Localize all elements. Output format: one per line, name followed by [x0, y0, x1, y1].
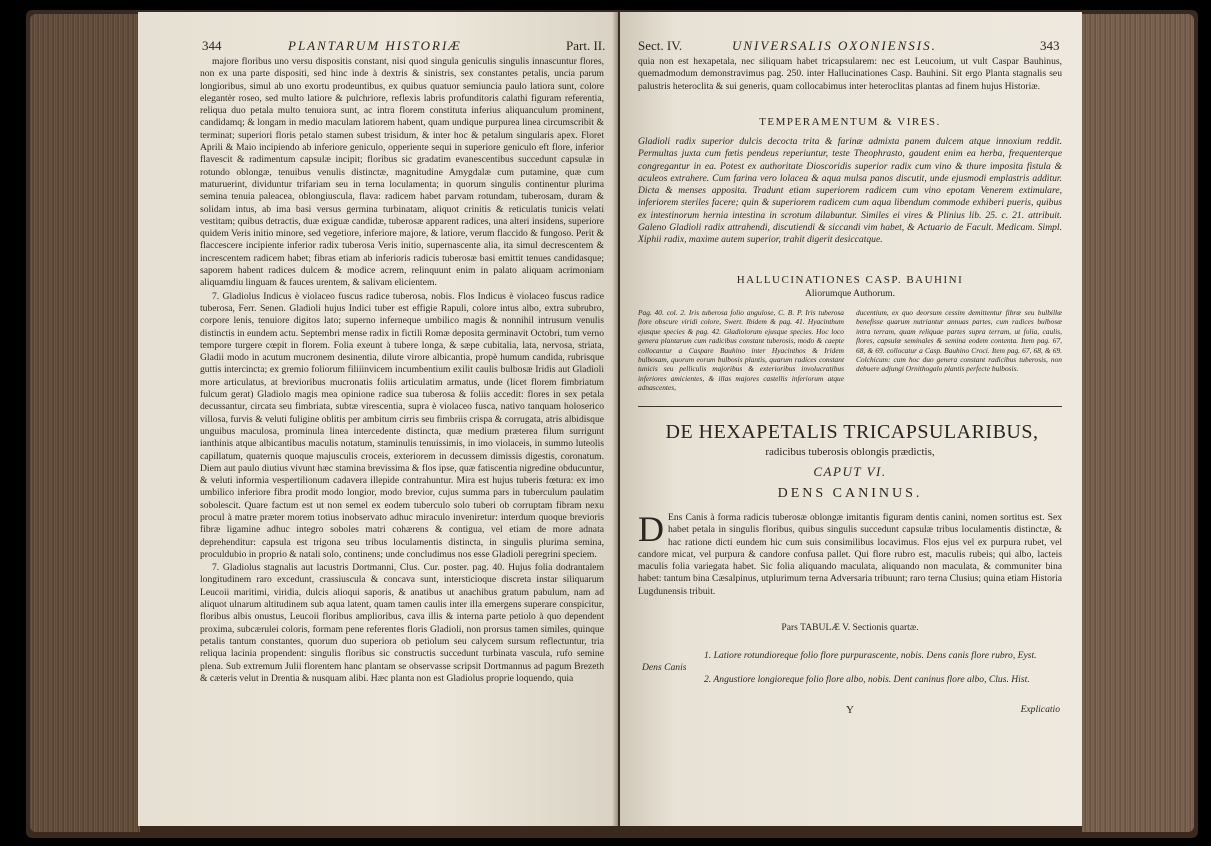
left-page-number: 344 [202, 38, 222, 53]
left-body [200, 56, 604, 686]
signature-mark: Y [846, 704, 854, 716]
right-page-number: 343 [1040, 38, 1060, 53]
temperamentum-heading: TEMPERAMENTUM & VIRES. [759, 116, 941, 128]
drop-cap: D [638, 509, 664, 549]
section-divider [638, 406, 1062, 407]
right-page [620, 12, 1082, 826]
catchword: Explicatio [1020, 704, 1060, 715]
caput-heading: CAPUT VI. [813, 464, 887, 479]
left-paragraph-1: majore floribus uno versu dispositis constant, nisi quod singula geniculis singulis innascuntur flores, non ex una parte dispositi, sed hinc inde à dextris & sinistris, sex constantes petalis, uncia parum longioribus, simul ab uno exortu prodeuntibus, ex quibus quatuor semiuncia paulo latiora sunt, colore elegantèr roseo, sed multo latiore & pulchriore, reflexis labris profunditoris calathi figuram referentia, reliqua duo petala multo tenuiora sunt, ac intra florem constituta inferius aliquanculum prominent, candidamq; & longam in medio maculam latiorem habent, quam undique purpurea linea circumscribit & terminat; superiori floris petalo stamen subest trisidum, & inter hoc & petalum singularis apex. Floret Aprili & Maio incipiendo ab inferiore geniculo, opperiente sequi in superiore geniculo eft flore, inferior flavescit & radimentum capsulæ incipit; floribus sic gradatim evanescentibus succedunt capsulæ in rotundo oblongæ, tenuibus venulis distinctæ, magnitudine Amygdalæ cum putamine, quæ cum maturuerint, dividuntur trifariam seu in terna loculamenta; in quorum singulis continentur plurima semina tenuia paleacea, oblongiuscula, flava: radicem habet parvam rotundam, tuberosam, duram & solidam intus, ab ima basi versus germina turbinatam, aliquot crinitis & reticulatis tunicis velati vestitam; quibus detractis, duæ exiguæ candidæ, tuberosæ apparent radices, una alteri insidens, superiore quidem Veris initio minore, sed vegetiore, inferiore majore, & latiore, verum flaccido & fungoso. Perit & flaccescere incipiente inferior radix tuberosa Veris initio, supernascente alia, ita simul decrescentem & increscentem radicem habet; fibras etiam ab inferioris radicis tuberosæ basi emittit tenues candidasque; saporem habent radices dulcem & modice acrem, relinquunt enim in palato aliquam acrimoniam aliquamdiu linguam & fauces urentem, & salivam elicientem. [200, 56, 604, 289]
hallucinationes-column-2: ducentium, ex quo deorsum cessim demittentur fibræ seu bulbillæ benefisse quarum nutriantur annuas partes, cum radices bulbosæ intra terram, quam reliquae partes supra terram, ut folia, caulis, flores, capsulæ seminales & semina eodem contenta. Item pag. 67, 68, & 69. collocatur a Casp. Bauhino Croci. Item pag. 67, 68, & 69. Colchicum: cum hoc duo genera constant radicibus tuberosis, non debuere adjungi Ornithogalo plantis perfecte bulbosis. [856, 308, 1062, 374]
dens-caninus-text: Ens Canis à forma radicis tuberosæ oblongæ imitantis figuram dentis canini, nomen sortitus est. Sex habet petala in singulis floribus, quibus singulis succedunt capsulæ tribus loculamentis distinctæ, & hac ratione dicti eundem hic cum suis consimilibus locavimus. Flos ejus vel ex purpura rubet, vel candore micat, vel purpura & candore confusa pallet. Qui flore rubro est, maculis rubeis; qui albo, lacteis maculis folia variegata habet. Sic folia aliquando maculata, aliquando non maculata, & communiter bina habet: tantum bina Cæsalpinus, utplurimum terna Adversaria tribuunt; raro terna Clusius; quina etiam Historia Lugdunensis tribuit. [638, 512, 1062, 597]
right-page-edges [1082, 14, 1194, 832]
species-list-item-1: 1. Latiore rotundioreque folio flore purpurascente, nobis. Dens canis flore rubro, Eyst. [704, 650, 1037, 661]
left-part-label: Part. II. [566, 38, 606, 53]
left-page-edges [30, 14, 140, 832]
temperamentum-text: Gladioli radix superior dulcis decocta trita & farinæ admixta panem dulcem atque innoxium reddit. Permultas juxta cum fœtis pendeus reperiuntur, teste Theophrasto, gaudent enim ea herba, frequenterque congregantur in ea. Potest ex authoritate Dioscoridis superior radix cum vino & thure imposita fistula & aculeos extrahere. Cum farina vero lolacea & aqua mulsa panos discutit, unde ejusmodi emplastris additur. Dicta & menses apposita. Tradunt etiam superiorem radicem cum vino epotam Venerem extimulare, inferiorem steriles facere; quin & superiorem radicem cum aqua libendum commode exhiberi pueris, quibus ex intestinorum hernia intestina in scrotum dilabuntur. Similes ei vires & Plinius lib. 25. c. 21. attribuit. Galeno Gladioli radix attrahendi, discutiendi & siccandi vim habet, & Actuario de Facult. Medicam. Simpl. Xiphii radix, maxime autem superior, trahit digerit desiccatque. [638, 136, 1062, 246]
dens-caninus-heading: DENS CANINUS. [777, 486, 923, 501]
hallucinationes-column-1: Pag. 40. col. 2. Iris tuberosa folio angulose, C. B. P. Iris tuberosa flore obscure viridi colore, Swert. Ibidem & pag. 41. Hyacinthum ejusque species & pag. 42. Gladiolorum ejusque species. Hoc loco genera plantarum cum radicibus constant tuberosis, modo & caepte collocantur a Caspare Bauhino inter Hyacinthos & Iridem bulbosam, quorum eorum bulbosis plantis, quarum radices constant tunicis seu pelliculis majoribus & exterioribus involucratibus inferiores amicientes, & illas majores castellis inferiorum atque adnascentes, [638, 308, 844, 393]
species-list-item-2: 2. Angustiore longioreque folio flore albo, nobis. Dent caninus flore albo, Clus. Hist. [704, 674, 1030, 685]
left-page [138, 12, 618, 826]
hallucinationes-heading: HALLUCINATIONES CASP. BAUHINI [736, 274, 964, 286]
tabula-reference: Pars TABULÆ V. Sectionis quartæ. [781, 622, 919, 633]
left-paragraph-3: 7. Gladiolus stagnalis aut lacustris Dortmanni, Clus. Cur. poster. pag. 40. Hujus folia dodrantalem longitudinem raro excedunt, crassiuscula & concava sunt, intersticioque discreta instar siliquarum Leucoii maritimi, viridia, dulcis alioqui saporis, & anatibus ut anachibus gratum pabulum, nam ad aliquot ulnarum altitudinem sub aqua latent, quam tamen caulis inter illa emergens superare conspicitur, floribus albis onustus, Leucoii floribus amplioribus, cava illis & interna parte petiolo à quo dependent proxima, subcærulei coloris, formam pene referentes floris Gladioli, non prorsus tamen similes, quinque petalis tantum constantes, quorum duo superiora ob petiolum seu calycem sursum reflectuntur, tria reliqua lacinia propendent: singulis floribus sic constructis succedunt turbinata vascula, rufo semine plena. Sub extremum Julii florentem hanc plantam se observasse scripsit Dortmannus ad pagum Brezeth & cæteris velut in Drentia & nusquam alibi. Hæc planta non est Gladiolus proprie loquendo, quia [200, 562, 604, 684]
chapter-title: DE HEXAPETALIS TRICAPSULARIBUS, [665, 421, 1039, 443]
hallucinationes-subheading: Aliorumque Authorum. [804, 288, 896, 299]
dens-caninus-description [638, 509, 1062, 598]
chapter-subtitle: radicibus tuberosis oblongis prædictis, [765, 446, 935, 458]
right-intro: quia non est hexapetala, nec siliquam habet tricapsularem: nec est Leucoium, ut vult Caspar Bauhinus, quemadmodum demonstravimus pag. 250. inter Hallucinationes Casp. Bauhini. Sit ergo Planta stagnalis seu palustris heteroclita & sui generis, quam collocabimus inter heteroclitas plantas ad finem hujus Historiæ. [638, 56, 1062, 92]
left-paragraph-2: 7. Gladiolus Indicus è violaceo fuscus radice tuberosa, nobis. Flos Indicus è violaceo fuscus radice tuberosa, Ferr. Senen. Gladioli hujus Indici tuber est effigie Rapuli, colore intus albo, extra subrubro, corpore lenis, tenuiore digitos lato; superno inferneque umbilico magis & nonnihil intrusum venulis distinctis in eundem actu. Septembri mense radix in fictili Romæ deposita germinavit Octobri, tum verno tempore turgere cœpit in florem. Folia exeunt à tubere longa, & sæpe cubitalia, lata, nervosa, striata, Gladii modo in acutum mucronem desinentia, dilute virore albicantia, propè humum candida, rubrisque guttis intercincta; ex gremio foliorum filiiinvicem incumbentium exilit caulis bulbosæ Iridis aut Gladioli more articulatus, at brevioribus mucronatis foliis articulatim armatus, unde (licet florem fimbriatum fulcum gerat) Gladiolo magis mea opinione radice sua tuberosa & foliis accedit: flores in sex petala decussantur, circata seu fimbriata, subtæ virescentia, supra è violaceo fusca, nativo tanquam holoserico villosa, furvis & veluti fuligine oblitis per ambitum cirris seu fimbriis crispa & corrugata, atris albidisque unguibus maculosa, prominula linea intercedente distincta, quæ medium præterea filum surrigunt ianthinis atque albicantibus maculis notatum, staminulis tenuissimis, in imo violaceis, in summo luteolis capillatum, quaternis quoque majusculis croceis, exteriorem in decussem dimissis digestis, coronatum. Diem aut paulo diutius vivunt hæc stamina brevissima & flos ipse, quæ fatiscentia nigredine obducuntur, & veluti informia vespertilionum cadavera illepide contrahuntur. Mira est hujus tuberis fœtura: ex imo umbilico inferiore fibra prodit modo longior, modo brevior, cujus summa pars in tuberculum paulatim sobolescit. Quare factum est ut non semel ex eodem tuberculo solo tuberi ob corruptam fibram nexu procul à matre præter morem totius inobservato adhuc miraculo inveniretur: interdum quoque brevioris fibræ ligamine adhuc integro soboles matri cohærens & contigua, vel etiam de more adnata deprehenditur: capsula est trigona seu tribus loculamentis distincta, in singulis plurima semina, proculdubio in proprio & natali solo, continens; unde concludimus nos esse Gladioli peregrini speciem. [200, 290, 604, 560]
right-section-label: Sect. IV. [638, 38, 683, 53]
right-running-head: UNIVERSALIS OXONIENSIS. [732, 38, 937, 53]
left-running-head: PLANTARUM HISTORIÆ [288, 38, 462, 53]
species-label: Dens Canis [642, 662, 687, 673]
